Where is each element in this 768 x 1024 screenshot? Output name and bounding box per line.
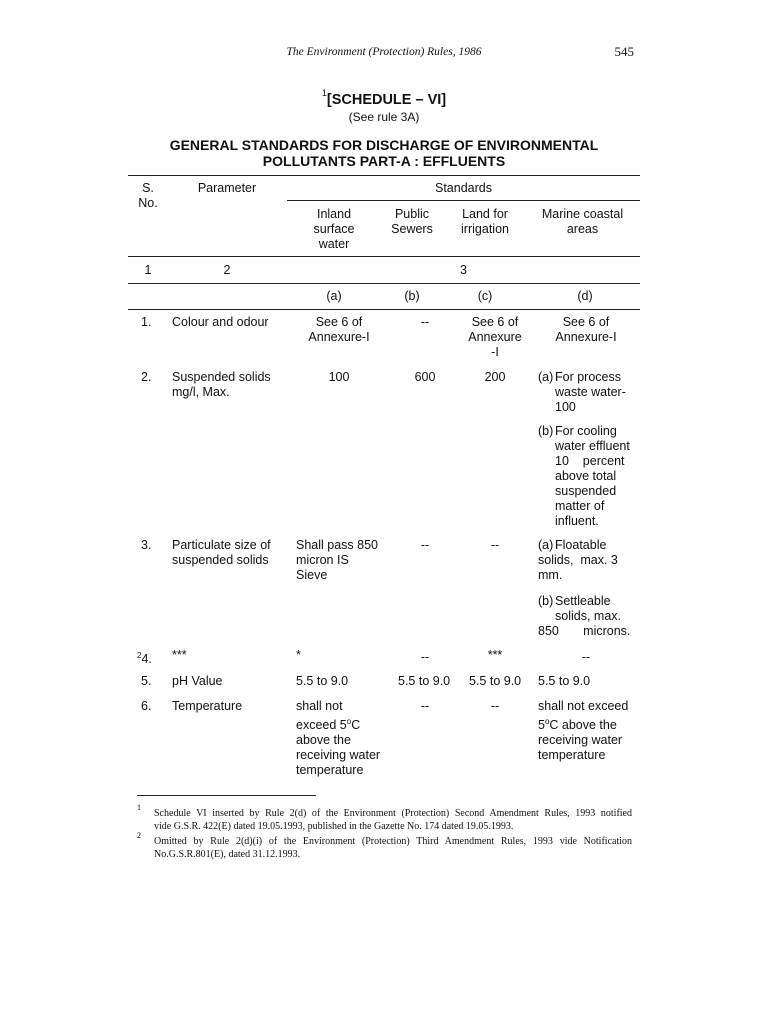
row-3-marine-b-continuation: 850 microns. <box>538 624 631 638</box>
document-heading-line-2: POLLUTANTS PART-A : EFFLUENTS <box>262 153 506 169</box>
page-number: 545 <box>614 44 634 59</box>
document-heading <box>0 137 768 169</box>
standards-rule <box>287 200 640 201</box>
row-3-marine-b-label: (b) <box>538 594 554 608</box>
document-heading-line-1: GENERAL STANDARDS FOR DISCHARGE OF ENVIRONMENTAL <box>169 137 599 153</box>
row-1-inland-line-2: Annexure-I <box>308 330 370 344</box>
row-3-marine-a-line-3: mm. <box>538 568 563 582</box>
row-3-marine-b-line-2: solids, max. <box>555 609 621 623</box>
row-1-parameter: Colour and odour <box>172 315 269 329</box>
running-title: The Environment (Protection) Rules, 1986 <box>286 46 482 58</box>
row-4-inland: * <box>296 648 301 662</box>
row-6-inland <box>296 699 380 778</box>
row-3-parameter-line-2: suspended solids <box>172 553 269 567</box>
row-2-marine-b-label: (b) <box>538 424 554 438</box>
row-2-marine-a-line-1: For process <box>555 370 621 384</box>
footnote-1-line-1: Schedule VI inserted by Rule 2(d) of the Environment (Protection) Second Amendment Rules, 1993 notified <box>154 808 632 819</box>
header-public-line-2: Sewers <box>391 222 433 236</box>
sublabel-d: (d) <box>577 289 593 303</box>
row-6-inland-exceed-text: exceed 5 <box>296 718 347 733</box>
row-3-marine-item-b <box>538 594 638 623</box>
row-3-public: -- <box>420 538 430 552</box>
footnote-separator <box>137 795 316 796</box>
row-4-sno <box>137 648 152 667</box>
footnote-2-line-1: Omitted by Rule 2(d)(i) of the Environment (Protection) Third Amendment Rules, 1993 vide Notification <box>154 836 632 847</box>
row-6-marine-line-3: receiving water <box>538 733 623 748</box>
row-2-marine-a-label: (a) <box>538 370 554 384</box>
row-2-marine-b-line-2: water effluent <box>555 439 630 453</box>
row-2-marine-b-line-6: matter of <box>555 499 605 513</box>
row-1-inland <box>289 315 389 345</box>
row-3-inland-line-3: Sieve <box>296 568 328 582</box>
row-3-marine-a-label: (a) <box>538 538 554 552</box>
row-3-marine-a-continuation <box>538 553 618 583</box>
row-1-public: -- <box>420 315 430 329</box>
header-inland-line-1: Inland <box>316 207 352 221</box>
row-2-marine-b-line-5: suspended <box>555 484 617 498</box>
footnote-1-text <box>154 808 632 833</box>
row-3-marine-a-line-1: Floatable <box>555 538 607 552</box>
row-3-parameter-line-1: Particulate size of <box>172 538 271 552</box>
row-6-inland-line-2 <box>296 714 380 733</box>
table-top-rule <box>128 175 640 176</box>
row-3-parameter <box>172 538 271 568</box>
row-3-marine-a-text <box>555 538 633 553</box>
header-inland-line-3: water <box>318 237 350 251</box>
footnote-1-line-2: vide G.S.R. 422(E) dated 19.05.1993, published in the Gazette No. 174 dated 19.05.1993. <box>154 820 514 832</box>
row-4-public: -- <box>420 650 430 664</box>
schedule-rule-ref: (See rule 3A) <box>348 110 420 124</box>
row-6-inland-unit: C <box>351 718 361 733</box>
header-standards: Standards <box>435 181 492 195</box>
row-6-inland-line-1: shall not <box>296 699 343 713</box>
row-2-parameter <box>172 370 271 400</box>
row-2-marine-b-line-7: influent. <box>555 514 599 528</box>
colnum-3: 3 <box>460 263 467 277</box>
row-2-land: 200 <box>484 370 506 384</box>
row-2-marine-b-text <box>555 424 640 529</box>
row-6-public: -- <box>420 699 430 713</box>
row-6-inland-line-5: temperature <box>296 763 364 778</box>
row-2-marine-b-line-1: For cooling <box>555 424 617 438</box>
header-public-sewers <box>384 207 440 237</box>
row-1-land-line-1: See 6 of <box>471 315 519 329</box>
row-3-sno: 3. <box>141 538 152 552</box>
row-6-marine-line-1: shall not exceed <box>538 699 629 713</box>
row-2-marine-a-text <box>555 370 633 415</box>
row-2-parameter-line-1: Suspended solids <box>172 370 271 384</box>
row-2-marine-a-line-2: waste water- <box>555 385 626 399</box>
colnum-bottom-rule <box>128 283 640 284</box>
degree-symbol: o <box>544 717 550 726</box>
row-1-land <box>462 315 528 360</box>
footnote-1-marker: 1 <box>137 803 141 812</box>
row-4-sno-text: 4. <box>141 652 152 667</box>
header-sno <box>128 181 168 211</box>
schedule-title <box>0 90 768 108</box>
row-6-marine-line-2 <box>538 714 628 733</box>
header-inland-surface-water <box>289 207 379 252</box>
row-6-marine-unit-text: C above the <box>549 718 617 733</box>
row-2-sno: 2. <box>141 370 152 384</box>
colnum-2: 2 <box>223 263 231 277</box>
row-5-inland: 5.5 to 9.0 <box>296 674 349 688</box>
row-1-marine <box>536 315 636 345</box>
schedule-footnote-marker: 1 <box>321 88 327 98</box>
row-4-footnote-marker: 2 <box>137 651 142 660</box>
footnote-2-line-2: No.G.S.R.801(E), dated 31.12.1993. <box>154 848 301 860</box>
row-6-marine-value: 5 <box>538 718 545 733</box>
header-public-line-1: Public <box>394 207 430 221</box>
header-land-line-2: irrigation <box>461 222 509 236</box>
degree-symbol: o <box>346 717 352 726</box>
sublabel-bottom-rule <box>128 309 640 310</box>
row-1-marine-line-1: See 6 of <box>562 315 610 329</box>
row-1-land-line-3: -I <box>491 345 499 359</box>
row-3-inland <box>296 538 378 583</box>
header-land-line-1: Land for <box>462 207 508 221</box>
header-sno-line-1: S. <box>142 181 154 195</box>
row-6-land: -- <box>490 699 500 713</box>
row-6-marine-line-4: temperature <box>538 748 606 763</box>
row-3-inland-line-2: micron IS <box>296 553 349 567</box>
row-6-sno: 6. <box>141 699 152 713</box>
sublabel-c: (c) <box>477 289 493 303</box>
sublabel-b: (b) <box>404 289 420 303</box>
row-5-parameter: pH Value <box>172 674 223 688</box>
colnum-1: 1 <box>144 263 152 277</box>
header-marine-line-1: Marine coastal <box>541 207 624 221</box>
row-2-public: 600 <box>414 370 436 384</box>
row-3-marine-b-line-1: Settleable <box>555 594 611 608</box>
header-marine-coastal <box>530 207 635 237</box>
row-1-inland-line-1: See 6 of <box>315 315 363 329</box>
row-3-marine-a-line-2: solids, max. 3 <box>538 553 618 567</box>
header-land-irrigation <box>452 207 518 237</box>
sublabel-a: (a) <box>326 289 342 303</box>
row-6-inland-line-4: receiving water <box>296 748 381 763</box>
row-1-sno: 1. <box>141 315 152 329</box>
row-2-parameter-line-2: mg/l, Max. <box>172 385 230 399</box>
row-2-inland: 100 <box>328 370 350 384</box>
row-6-inland-line-3: above the <box>296 733 351 748</box>
footnote-2-marker: 2 <box>137 831 141 840</box>
row-4-parameter: *** <box>172 648 187 662</box>
row-3-land: -- <box>490 538 500 552</box>
row-3-inland-line-1: Shall pass 850 <box>296 538 379 552</box>
row-5-sno: 5. <box>141 674 152 688</box>
row-2-marine-b-line-4: above total <box>555 469 617 483</box>
schedule-title-text: [SCHEDULE – VI] <box>326 91 447 108</box>
row-3-marine-b-text <box>555 594 633 624</box>
header-bottom-rule <box>128 256 640 257</box>
header-inland-line-2: surface <box>313 222 355 236</box>
row-2-marine-item-a <box>538 370 638 415</box>
row-5-public: 5.5 to 9.0 <box>398 674 451 688</box>
header-sno-line-2: No. <box>138 196 158 210</box>
row-5-land: 5.5 to 9.0 <box>469 674 522 688</box>
row-1-marine-line-2: Annexure-I <box>555 330 617 344</box>
row-4-marine: -- <box>581 650 591 664</box>
row-2-marine-a-line-3: 100 <box>555 400 576 414</box>
header-parameter: Parameter <box>197 181 257 195</box>
header-marine-line-2: areas <box>566 222 599 236</box>
row-2-marine-item-b <box>538 424 638 529</box>
row-4-land: *** <box>487 648 503 662</box>
footnote-2-text <box>154 836 632 861</box>
row-6-marine <box>538 699 628 763</box>
row-1-land-line-2: Annexure <box>468 330 522 344</box>
row-5-marine: 5.5 to 9.0 <box>538 674 591 688</box>
row-2-marine-b-line-3: 10 percent <box>555 454 625 468</box>
row-6-parameter: Temperature <box>172 699 243 713</box>
